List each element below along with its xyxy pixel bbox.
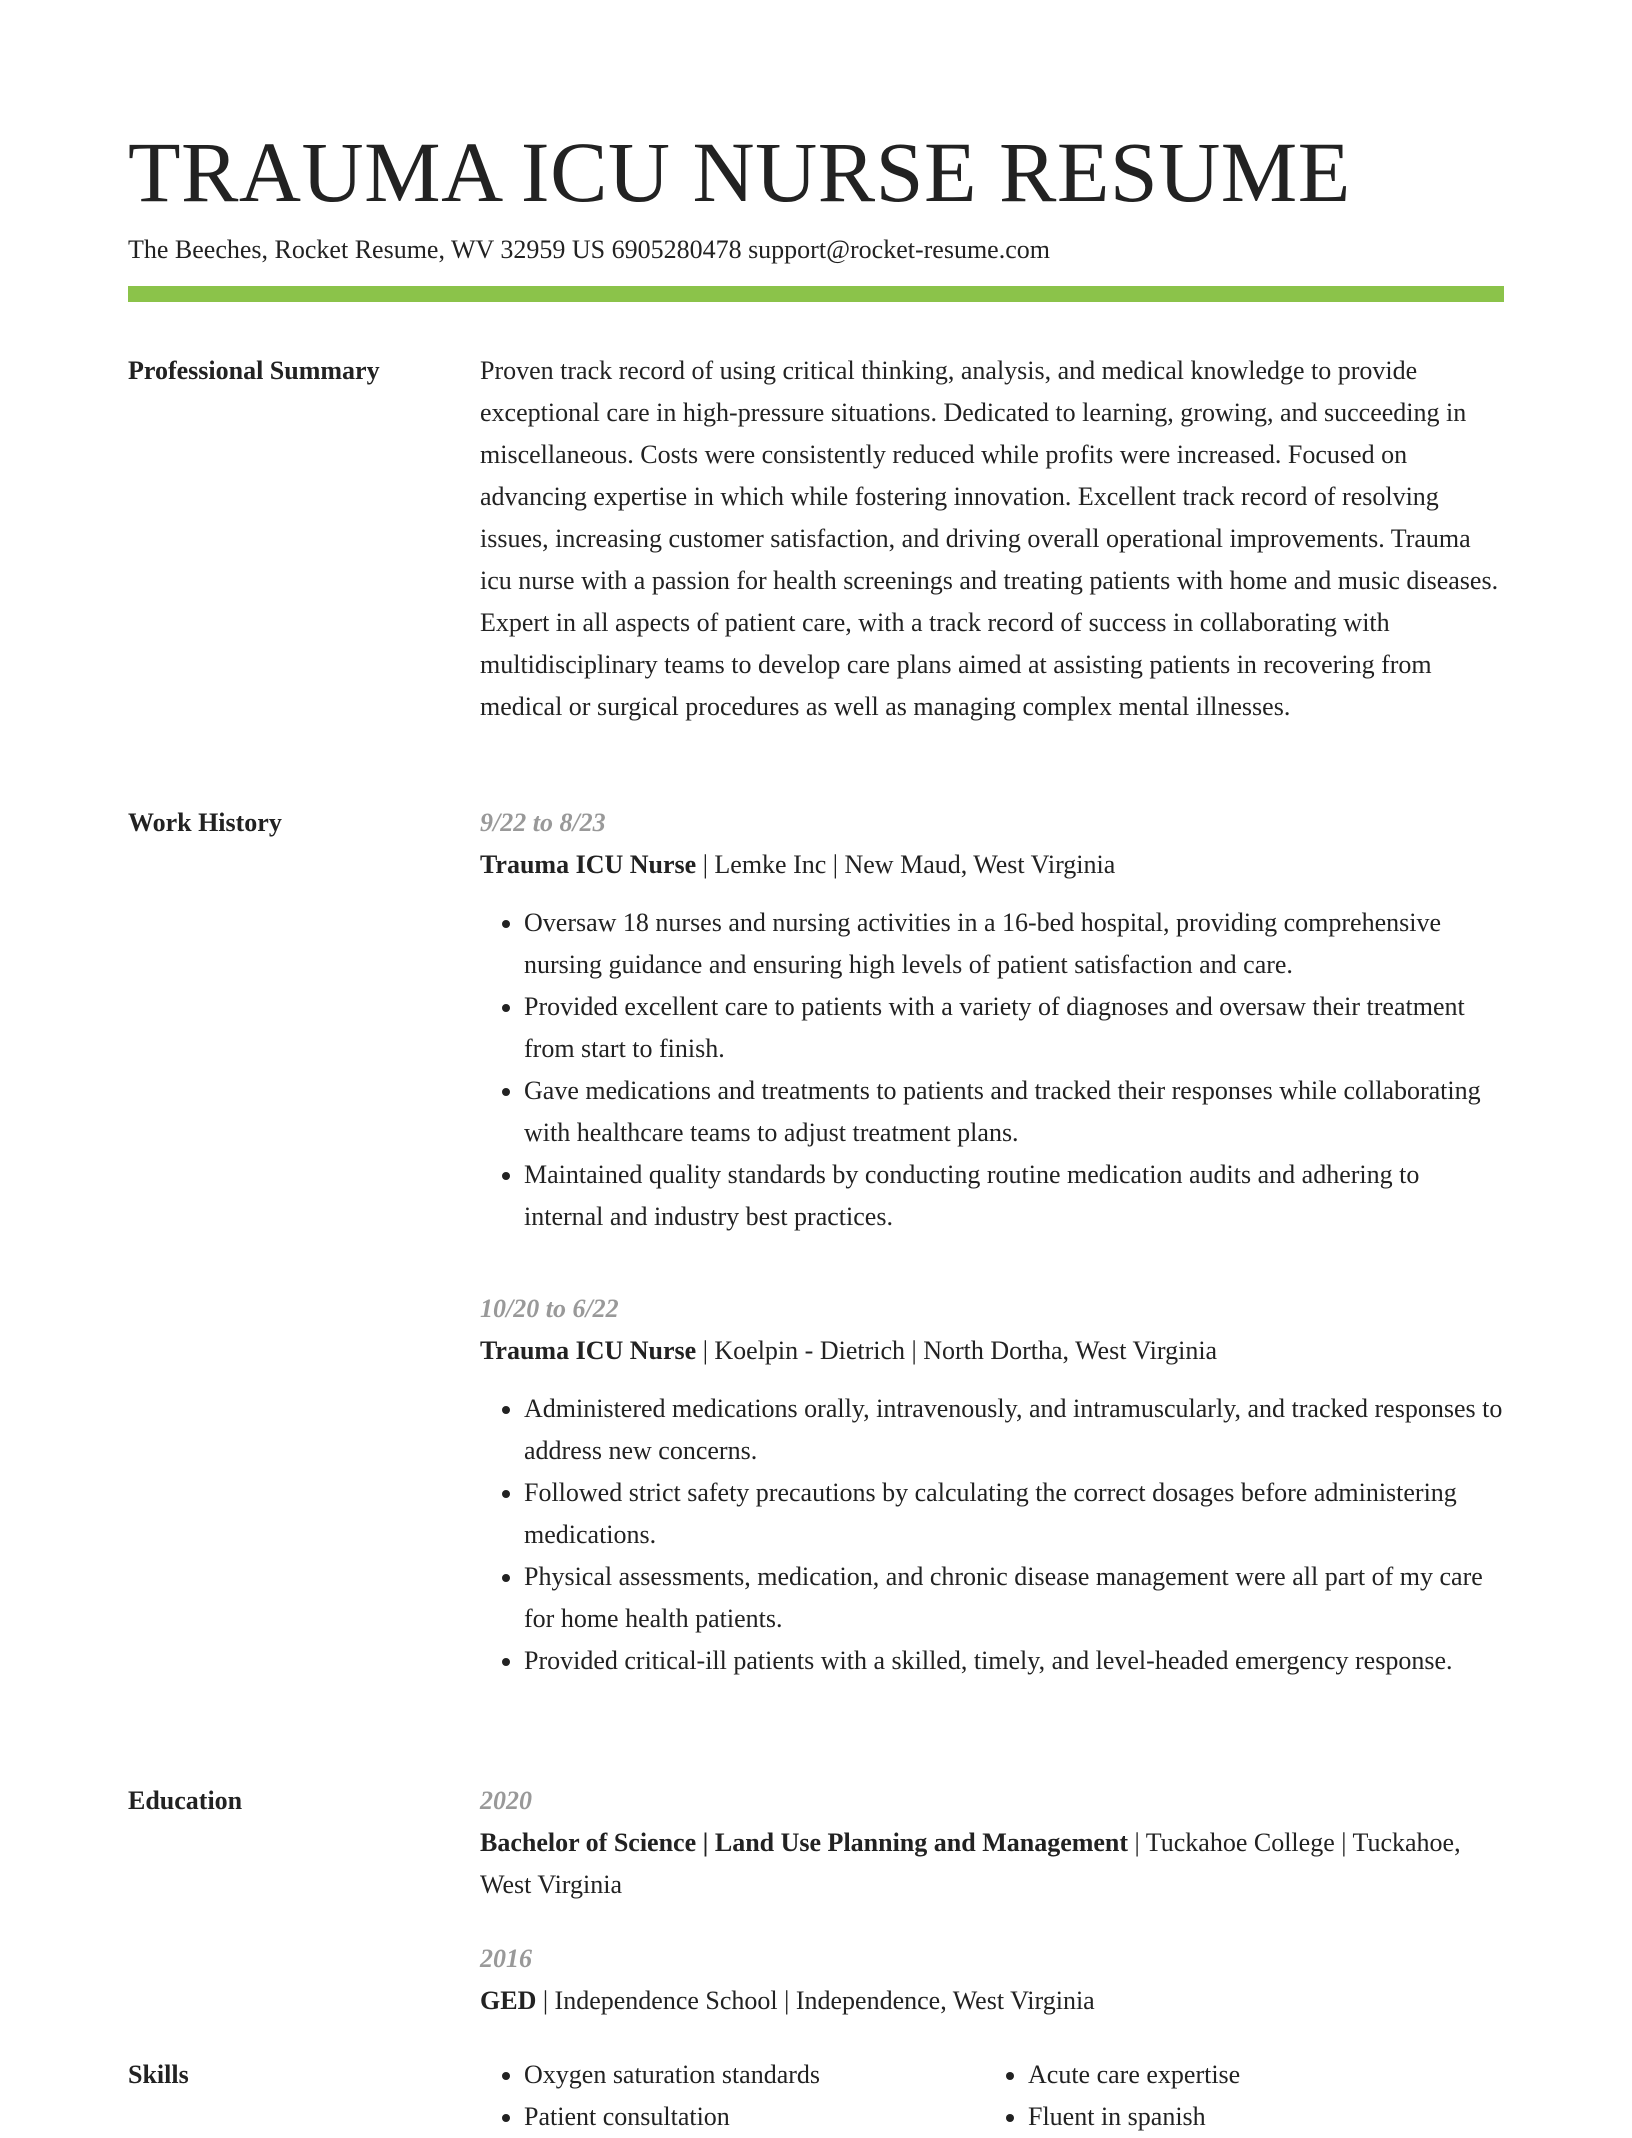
skills-label: Skills <box>128 2060 189 2089</box>
job-entry <box>480 802 1504 1238</box>
summary-body <box>480 350 1504 728</box>
list-item: • Oxygen saturation standards <box>524 2054 984 2096</box>
education-body <box>480 1780 1504 2022</box>
list-item: • Patient consultation <box>524 2096 984 2138</box>
job-bullets <box>480 1388 1504 1682</box>
education-year: 2020 <box>480 1786 532 1815</box>
summary-text: Proven track record of using critical thinking, analysis, and medical knowledge to provide exceptional care in high-pressure situations. Dedicated to learning, growing, and succeeding in miscellaneous. Costs were consistently reduced while profits were increased. Focused on advancing expertise in which while fostering innovation. Excellent track record of resolving issues, increasing customer satisfaction, and driving overall operational improvements. Trauma icu nurse with a passion for health screenings and treating patients with home and music diseases. Expert in all aspects of patient care, with a track record of success in collaborating with multidisciplinary teams to develop care plans aimed at assisting patients in recovering from medical or surgical procedures as well as managing complex mental illnesses. <box>480 356 1499 721</box>
skills-columns <box>480 2054 1504 2138</box>
list-item: • Maintained quality standards by conducting routine medication audits and adhering to internal and industry best practices. <box>524 1154 1504 1238</box>
job-title: Trauma ICU Nurse <box>480 1336 697 1365</box>
education-entry <box>480 1938 1504 2022</box>
job-dates: 10/20 to 6/22 <box>480 1294 619 1323</box>
job-details: | Lemke Inc | New Maud, West Virginia <box>696 850 1116 879</box>
skills-list-right <box>984 2054 1488 2138</box>
education-entry <box>480 1780 1504 1906</box>
skills-body <box>480 2054 1504 2138</box>
job-role-line <box>480 1330 1504 1372</box>
education-details: | Independence School | Independence, West Virginia <box>536 1986 1095 2015</box>
list-item: • Followed strict safety precautions by calculating the correct dosages before administering medications. <box>524 1472 1504 1556</box>
job-role-line <box>480 844 1504 886</box>
list-item: • Provided excellent care to patients with a variety of diagnoses and oversaw their treatment from start to finish. <box>524 986 1504 1070</box>
education-line <box>480 1822 1504 1906</box>
list-item: • Gave medications and treatments to patients and tracked their responses while collaborating with healthcare teams to adjust treatment plans. <box>524 1070 1504 1154</box>
summary-label: Professional Summary <box>128 356 380 385</box>
list-item: • Administered medications orally, intravenously, and intramuscularly, and tracked responses to address new concerns. <box>524 1388 1504 1472</box>
education-year: 2016 <box>480 1944 532 1973</box>
education-degree: GED <box>480 1986 537 2015</box>
list-item: • Fluent in spanish <box>1028 2096 1488 2138</box>
education-line <box>480 1980 1504 2022</box>
education-label: Education <box>128 1786 243 1815</box>
education-degree: Bachelor of Science | Land Use Planning and Management <box>480 1828 1129 1857</box>
job-bullets <box>480 902 1504 1238</box>
header-divider <box>128 286 1504 302</box>
list-item: • Acute care expertise <box>1028 2054 1488 2096</box>
job-details: | Koelpin - Dietrich | North Dortha, West Virginia <box>696 1336 1218 1365</box>
resume-title: TRAUMA ICU NURSE RESUME <box>128 124 1351 220</box>
work-history-body <box>480 802 1504 1682</box>
contact-line: The Beeches, Rocket Resume, WV 32959 US 6905280478 support@rocket-resume.com <box>128 235 1050 264</box>
job-entry <box>480 1288 1504 1682</box>
job-dates: 9/22 to 8/23 <box>480 808 606 837</box>
list-item: • Oversaw 18 nurses and nursing activities in a 16-bed hospital, providing comprehensive nursing guidance and ensuring high levels of patient satisfaction and care. <box>524 902 1504 986</box>
list-item: • Physical assessments, medication, and chronic disease management were all part of my care for home health patients. <box>524 1556 1504 1640</box>
job-title: Trauma ICU Nurse <box>480 850 697 879</box>
list-item: • Provided critical-ill patients with a skilled, timely, and level-headed emergency response. <box>524 1640 1504 1682</box>
work-history-label: Work History <box>128 808 282 837</box>
skills-list-left <box>480 2054 984 2138</box>
education-details: | Tuckahoe College | Tuckahoe, West Virginia <box>480 1828 1461 1899</box>
